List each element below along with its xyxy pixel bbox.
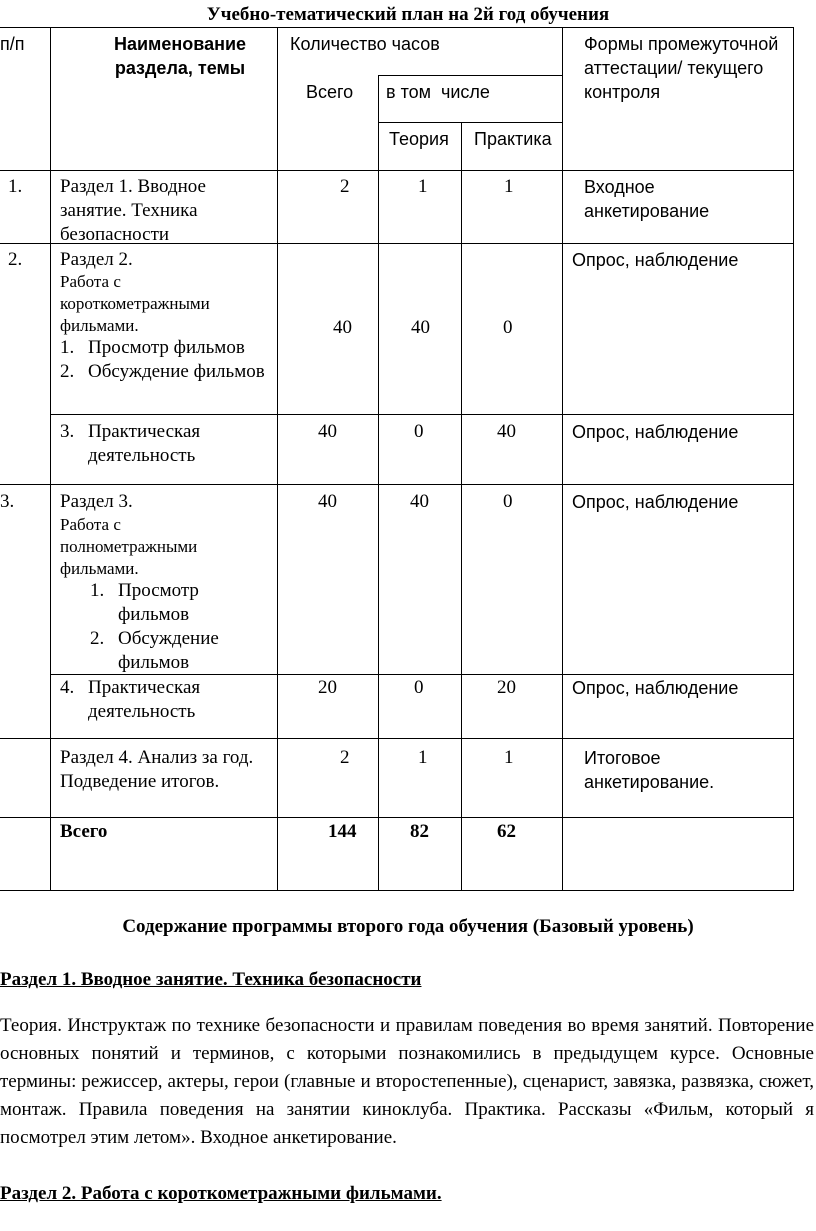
row2b-items xyxy=(60,420,260,468)
row3-num: 3. xyxy=(0,491,15,512)
header-practice: Практика xyxy=(474,129,552,149)
page-title: Учебно-тематический план на 2й год обучения xyxy=(206,4,610,25)
header-name: Наименование раздела, темы xyxy=(113,34,247,78)
total-label: Всего xyxy=(60,821,108,842)
row4-practice: 1 xyxy=(504,747,514,768)
row2b-form: Опрос, наблюдение xyxy=(572,422,739,442)
section2-heading: Раздел 2. Работа с короткометражными фильмами. xyxy=(0,1183,442,1204)
total-theory: 82 xyxy=(410,821,429,842)
row3-name: Раздел 3. xyxy=(60,491,133,512)
row3b-items xyxy=(60,676,260,724)
row3-form: Опрос, наблюдение xyxy=(572,492,739,512)
header-total: Всего xyxy=(306,82,354,102)
header-theory: Теория xyxy=(389,129,449,149)
list-item: 2. Обсуждение фильмов xyxy=(90,628,219,673)
list-item: 1. Просмотр фильмов xyxy=(90,580,199,625)
row1-name: Раздел 1. Вводное занятие. Техника безопасности xyxy=(60,176,206,245)
row2-items xyxy=(60,336,270,384)
row2-total: 40 xyxy=(333,317,352,338)
section1-text: Теория. Инструктаж по технике безопасности и правилам поведения во время занятий. Повторение основных понятий и терминов, с которыми познакомились в предыдущем курсе. Основные термины: режиссер, актеры, герои (главные и второстепенные), сценарист, завязка, развязка, сюжет, монтаж. Правила поведения на занятии киноклуба. Практика. Рассказы «Фильм, который я посмотрел этим летом». Входное анкетирование. xyxy=(0,1015,814,1148)
row2b-practice: 40 xyxy=(497,421,516,442)
row3b-practice: 20 xyxy=(497,677,516,698)
header-including: в том числе xyxy=(386,82,490,102)
row3b-total: 20 xyxy=(318,677,337,698)
row2-form: Опрос, наблюдение xyxy=(572,250,739,270)
row1-practice: 1 xyxy=(504,176,514,197)
row2-num: 2. xyxy=(8,249,23,270)
row1-theory: 1 xyxy=(418,176,428,197)
row1-form: Входное анкетирование xyxy=(584,177,710,221)
row3-items xyxy=(90,579,240,675)
row4-name: Раздел 4. Анализ за год. Подведение итогов. xyxy=(60,747,254,792)
total-practice: 62 xyxy=(497,821,516,842)
row1-total: 2 xyxy=(340,176,350,197)
row2-theory: 40 xyxy=(411,317,430,338)
row2-name: Раздел 2. xyxy=(60,249,133,270)
row1-num: 1. xyxy=(8,176,23,197)
row3-total: 40 xyxy=(318,491,337,512)
total-hours: 144 xyxy=(328,821,357,842)
row2-practice: 0 xyxy=(503,317,513,338)
row4-form: Итоговое анкетирование. xyxy=(584,748,715,792)
list-item: 1. Просмотр фильмов xyxy=(60,337,245,358)
header-forms: Формы промежуточной аттестации/ текущего контроля xyxy=(584,34,779,102)
row3-subtitle: Работа с полнометражными фильмами. xyxy=(60,515,198,578)
row3b-form: Опрос, наблюдение xyxy=(572,678,739,698)
row3-theory: 40 xyxy=(410,491,429,512)
row3-practice: 0 xyxy=(503,491,513,512)
row2-subtitle: Работа с короткометражными фильмами. xyxy=(60,272,210,335)
row3b-theory: 0 xyxy=(414,677,424,698)
row2b-total: 40 xyxy=(318,421,337,442)
row4-theory: 1 xyxy=(418,747,428,768)
row4-total: 2 xyxy=(340,747,350,768)
list-item: 4. Практическая деятельность xyxy=(60,677,201,722)
list-item: 2. Обсуждение фильмов xyxy=(60,361,265,382)
header-num: п/п xyxy=(0,34,25,54)
row2b-theory: 0 xyxy=(414,421,424,442)
list-item: 3. Практическая деятельность xyxy=(60,421,201,466)
header-hours: Количество часов xyxy=(290,34,440,54)
section1-heading: Раздел 1. Вводное занятие. Техника безопасности xyxy=(0,969,422,990)
content-title: Содержание программы второго года обучения (Базовый уровень) xyxy=(122,916,694,937)
